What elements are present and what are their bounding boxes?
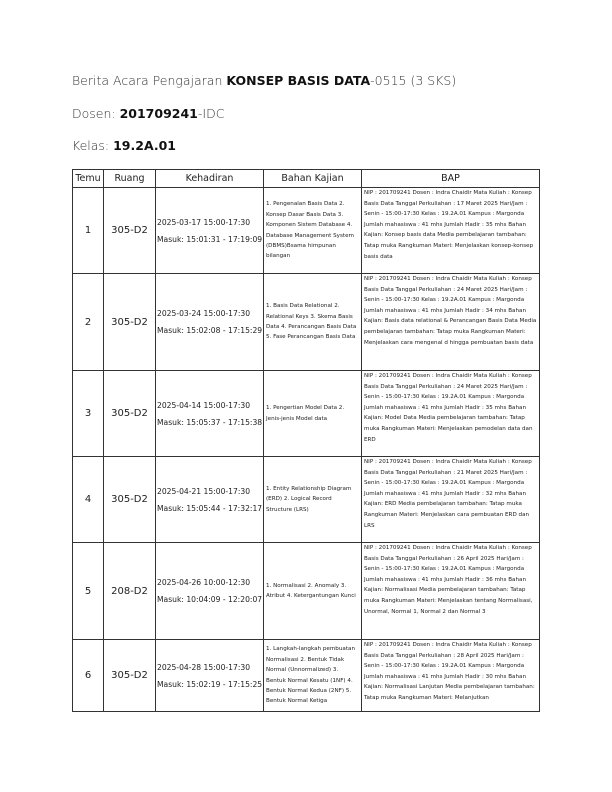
bahan-kajian-cell: 1. Langkah-langkah pembuatan Normalisasi 2. Bentuk Tidak Normal (Unnormalized) 3. Bentuk Normal Kesatu (1NF) 4. Bentuk Normal Kedua (2NF) 5. Bentuk Normal Ketiga <box>264 640 362 712</box>
temu-cell: 2 <box>73 274 104 371</box>
kelas-value: 19.2A.01 <box>113 138 176 153</box>
table-row <box>73 274 540 371</box>
bahan-kajian-cell: 1. Pengenalan Basis Data 2. Konsep Dasar Basis Data 3. Komponen Sistem Database 4. Database Management System (DBMS)Bsama himpunan bilangan <box>264 188 362 274</box>
bahan-kajian-cell: 1. Normalisasi 2. Anomaly 3. Atribut 4. Ketergantungan Kunci <box>264 543 362 640</box>
kehadiran-masuk: Masuk: 15:02:08 - 17:15:29 <box>157 326 263 335</box>
table-row <box>73 371 540 457</box>
table-row <box>73 640 540 712</box>
kehadiran-cell <box>156 188 264 274</box>
kehadiran-cell <box>156 543 264 640</box>
ruang-cell: 208-D2 <box>104 543 156 640</box>
class-line <box>72 138 176 153</box>
kehadiran-cell <box>156 457 264 543</box>
course-name: KONSEP BASIS DATA <box>226 73 371 88</box>
table-row <box>73 457 540 543</box>
temu-cell: 5 <box>73 543 104 640</box>
course-code: -0515 (3 SKS) <box>370 73 457 88</box>
title-prefix: Berita Acara Pengajaran <box>72 73 227 88</box>
kehadiran-cell <box>156 274 264 371</box>
ruang-cell: 305-D2 <box>104 371 156 457</box>
kehadiran-cell <box>156 371 264 457</box>
kehadiran-date: 2025-04-26 10:00-12:30 <box>157 578 251 587</box>
kehadiran-masuk: Masuk: 10:04:09 - 12:20:07 <box>157 595 263 604</box>
lecturer-line <box>72 106 224 121</box>
col-header-bahan-kajian: Bahan Kajian <box>264 170 362 188</box>
temu-cell: 1 <box>73 188 104 274</box>
kehadiran-masuk: Masuk: 15:01:31 - 17:19:09 <box>157 234 263 244</box>
dosen-suffix: -IDC <box>197 106 225 121</box>
ruang-cell: 305-D2 <box>104 274 156 371</box>
temu-cell: 3 <box>73 371 104 457</box>
col-header-bap: BAP <box>362 170 540 188</box>
bap-cell: NIP : 201709241 Dosen : Indra Chaidir Mata Kuliah : Konsep Basis Data Tanggal Perkuliahan : 17 Maret 2025 Hari/Jam : Senin - 15:00-17:30 Kelas : 19.2A.01 Kampus : Margonda Jumlah mahasiswa : 41 mhs Jumlah Hadir : 35 mhs Bahan Kajian: Konsep basis data Media pembelajaran tambahan: Tatap muka Rangkuman Materi: Menjelaskan konsep-konsep basis data <box>362 188 540 274</box>
kehadiran-cell <box>156 640 264 712</box>
kelas-label: Kelas: <box>72 138 114 153</box>
bap-cell: NIP : 201709241 Dosen : Indra Chaidir Mata Kuliah : Konsep Basis Data Tanggal Perkuliahan : 26 April 2025 Hari/Jam : Senin - 15:00-17:30 Kelas : 19.2A.01 Kampus : Margonda Jumlah mahasiswa : 41 mhs Jumlah Hadir : 36 mhs Bahan Kajian: Normalisasi Media pembelajaran tambahan: Tatap muka Rangkuman Materi: Menjelaskan tentang Normalisasi, Unormal, Normal 1, Normal 2 dan Normal 3 <box>362 543 540 640</box>
kehadiran-date: 2025-04-21 15:00-17:30 <box>157 486 251 496</box>
bap-cell: NIP : 201709241 Dosen : Indra Chaidir Mata Kuliah : Konsep Basis Data Tanggal Perkuliahan : 28 April 2025 Hari/Jam : Senin - 15:00-17:30 Kelas : 19.2A.01 Kampus : Margonda Jumlah mahasiswa : 41 mhs Jumlah Hadir : 30 mhs Bahan Kajian: Normalisasi Lanjutan Media pembelajaran tambahan: Tatap muka Rangkuman Materi: Melanjutkan <box>362 640 540 712</box>
table-header-row <box>73 170 540 188</box>
bahan-kajian-cell: 1. Pengertian Model Data 2. Jenis-jenis Model data <box>264 371 362 457</box>
table-row <box>73 188 540 274</box>
col-header-kehadiran: Kehadiran <box>156 170 264 188</box>
ruang-cell: 305-D2 <box>104 188 156 274</box>
bahan-kajian-cell: 1. Basis Data Relational 2. Relational Keys 3. Skema Basis Data 4. Perancangan Basis Data 5. Fase Perancangan Basis Data <box>264 274 362 371</box>
attendance-table <box>72 169 540 712</box>
bap-cell: NIP : 201709241 Dosen : Indra Chaidir Mata Kuliah : Konsep Basis Data Tanggal Perkuliahan : 21 Maret 2025 Hari/Jam : Senin - 15:00-17:30 Kelas : 19.2A.01 Kampus : Margonda Jumlah mahasiswa : 41 mhs Jumlah Hadir : 32 mhs Bahan Kajian: ERD Media pembelajaran tambahan: Tatap muka Rangkuman Materi: Menjelaskan cara pembuatan ERD dan LRS <box>362 457 540 543</box>
temu-cell: 6 <box>73 640 104 712</box>
temu-cell: 4 <box>73 457 104 543</box>
bahan-kajian-cell: 1. Entity Relationship Diagram (ERD) 2. Logical Record Structure (LRS) <box>264 457 362 543</box>
col-header-ruang: Ruang <box>104 170 156 188</box>
kehadiran-date: 2025-03-17 15:00-17:30 <box>157 217 251 227</box>
bap-cell: NIP : 201709241 Dosen : Indra Chaidir Mata Kuliah : Konsep Basis Data Tanggal Perkuliahan : 24 Maret 2025 Hari/Jam : Senin - 15:00-17:30 Kelas : 19.2A.01 Kampus : Margonda Jumlah mahasiswa : 41 mhs Jumlah Hadir : 35 mhs Bahan Kajian: Model Data Media pembelajaran tambahan: Tatap muka Rangkuman Materi: Menjelaskan pemodelan data dan ERD <box>362 371 540 457</box>
ruang-cell: 305-D2 <box>104 457 156 543</box>
kehadiran-date: 2025-04-28 15:00-17:30 <box>157 662 251 672</box>
report-title <box>72 73 456 88</box>
dosen-label: Dosen: <box>72 106 120 121</box>
kehadiran-date: 2025-04-14 15:00-17:30 <box>157 400 251 410</box>
kehadiran-masuk: Masuk: 15:02:19 - 17:15:25 <box>157 679 263 689</box>
kehadiran-masuk: Masuk: 15:05:37 - 17:15:38 <box>157 417 263 427</box>
table-row <box>73 543 540 640</box>
col-header-temu: Temu <box>73 170 104 188</box>
bap-cell: NIP : 201709241 Dosen : Indra Chaidir Mata Kuliah : Konsep Basis Data Tanggal Perkuliahan : 24 Maret 2025 Hari/Jam : Senin - 15:00-17:30 Kelas : 19.2A.01 Kampus : Margonda Jumlah mahasiswa : 41 mhs Jumlah Hadir : 34 mhs Bahan Kajian: Basis data relational & Perancangan Basis Data Media pembelajaran tambahan: Tatap muka Rangkuman Materi: Menjelaskan cara mengenal d hingga pembuatan basis data <box>362 274 540 371</box>
kehadiran-masuk: Masuk: 15:05:44 - 17:32:17 <box>157 503 263 513</box>
dosen-nip: 201709241 <box>119 106 198 121</box>
ruang-cell: 305-D2 <box>104 640 156 712</box>
kehadiran-date: 2025-03-24 15:00-17:30 <box>157 309 251 318</box>
